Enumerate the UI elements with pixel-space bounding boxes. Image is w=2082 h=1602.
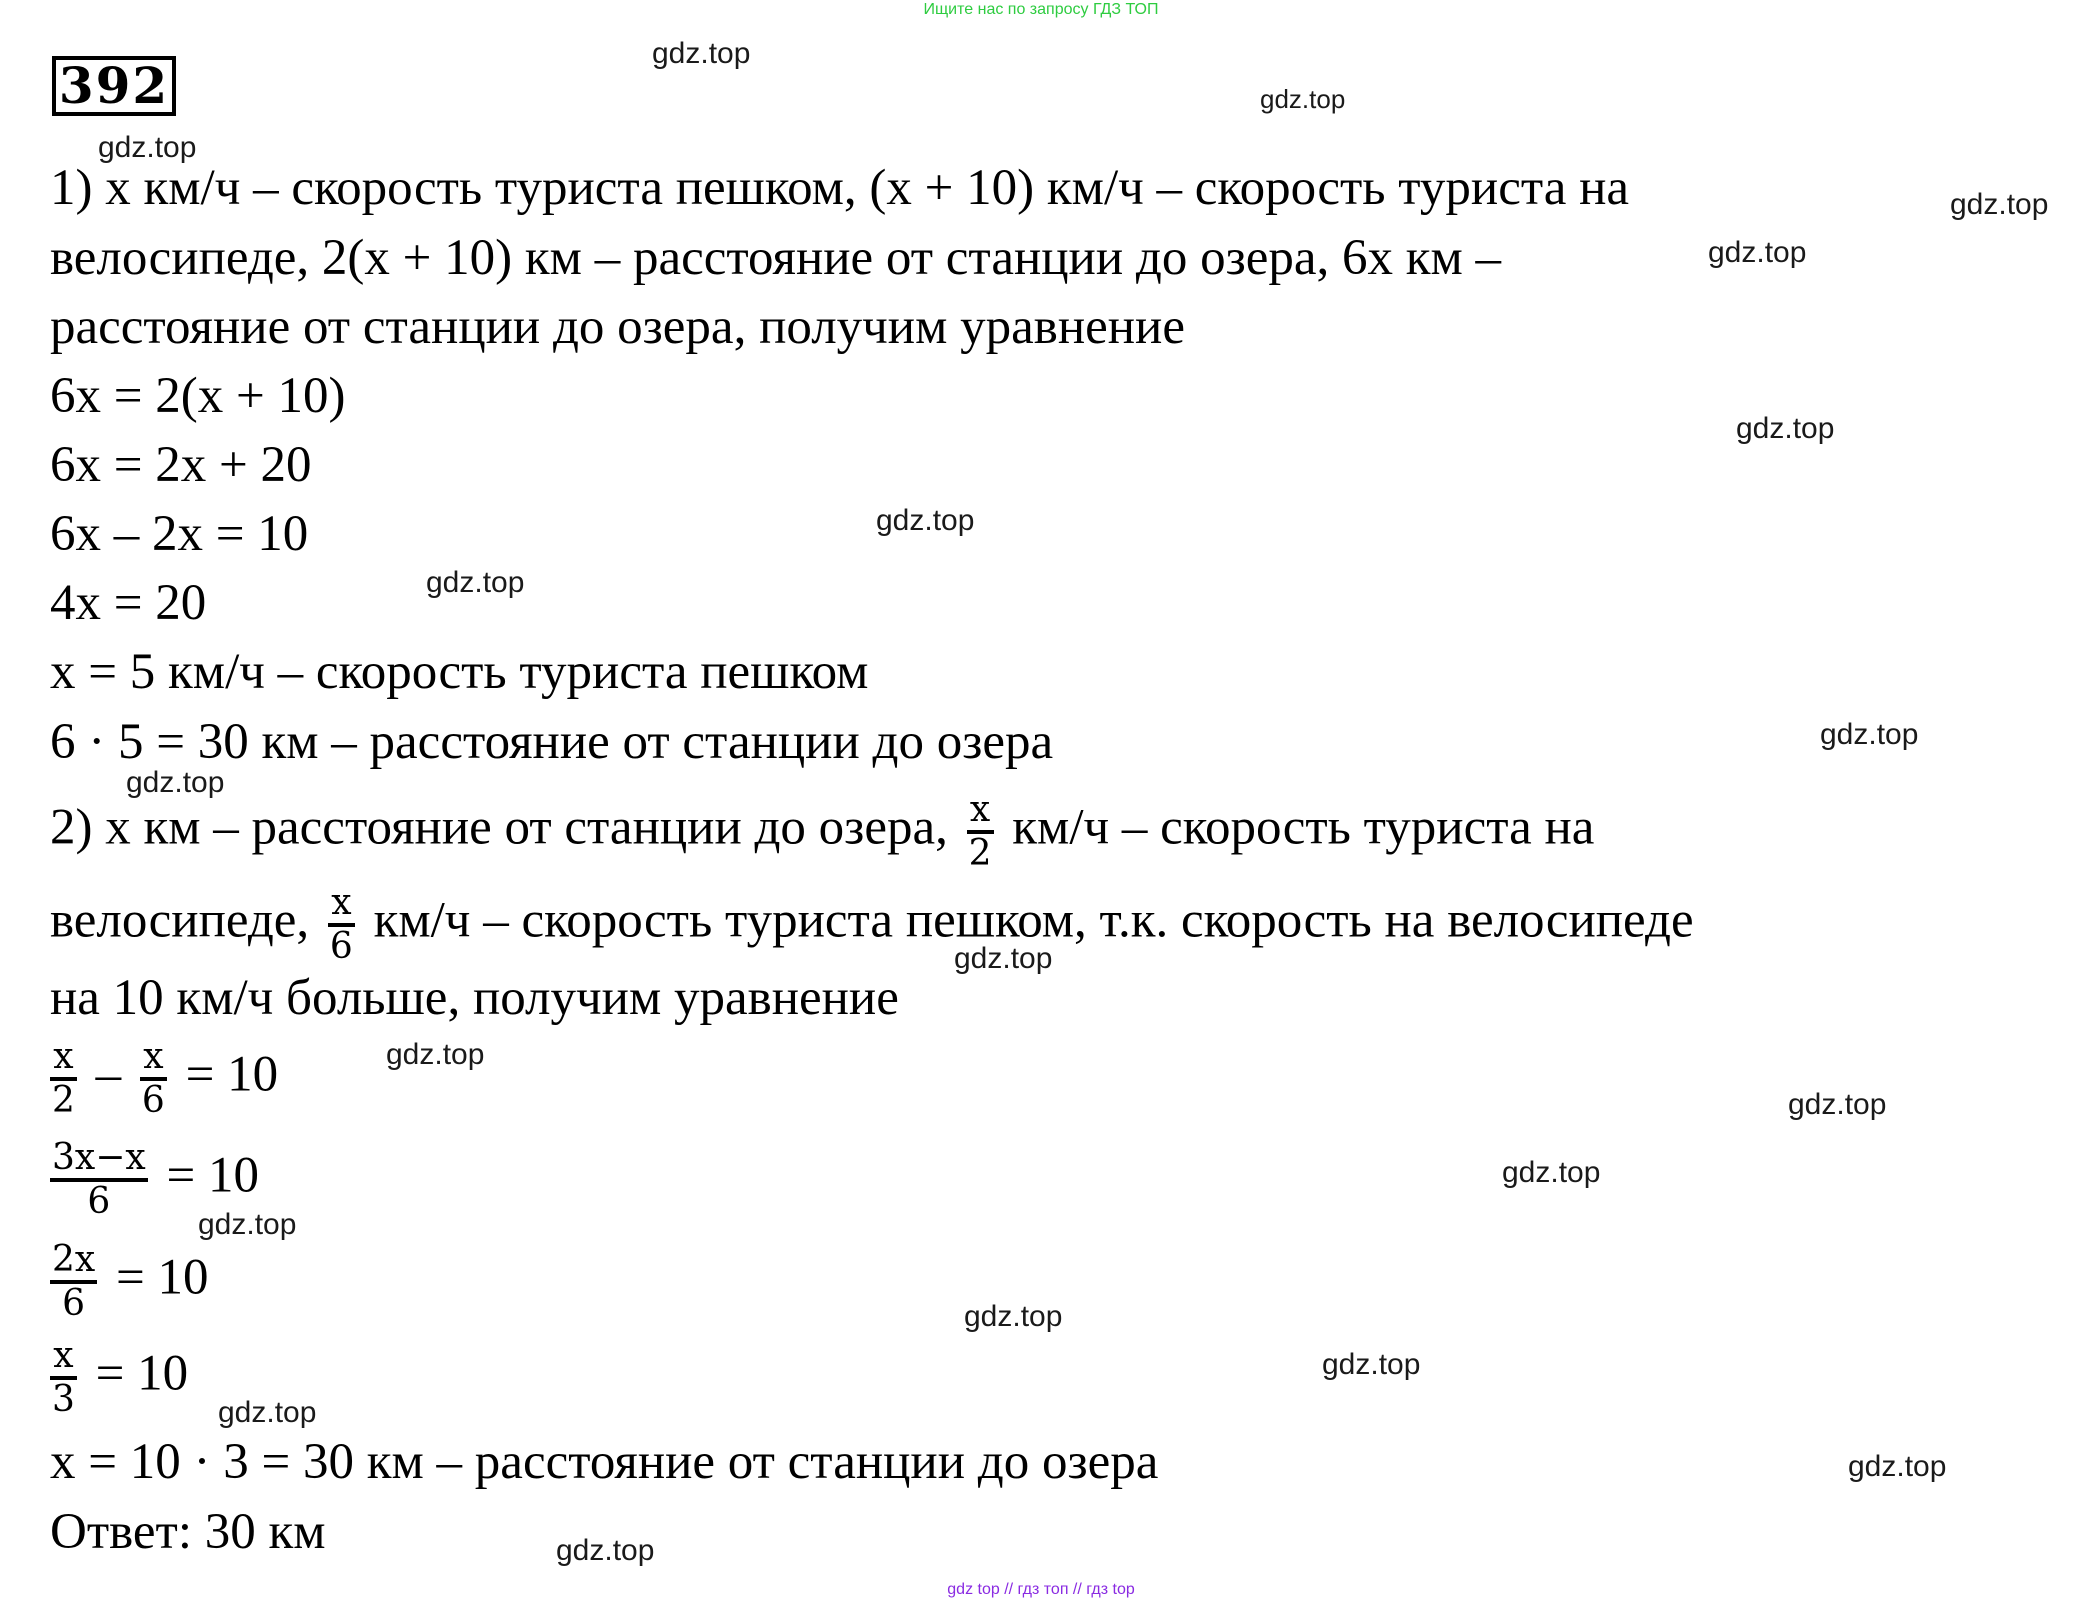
watermark: gdz.top [198,1208,297,1241]
fraction-numerator: 3x−x [50,1138,148,1182]
part2-line2-text-a: велосипеде, [50,892,310,949]
distance-result-1: 6 · 5 = 30 км – расстояние от станции до озера [50,714,1054,770]
top-banner: Ищите нас по запросу ГДЗ ТОП [923,1,1159,18]
fraction-equation-3 [50,1240,208,1324]
watermark: gdz.top [426,566,525,599]
fraction-numerator: 2x [50,1240,97,1284]
part2-line1-text-b: км/ч – скорость туриста на [1012,799,1595,856]
watermark: gdz.top [386,1038,485,1071]
fraction-denominator: 2 [968,833,992,874]
fraction-denominator: 2 [52,1080,75,1121]
fraction-3x-minus-x-over-6 [50,1138,148,1222]
watermark: gdz.top [1322,1348,1421,1381]
fraction-numerator: x [50,1336,77,1380]
watermark: gdz.top [1736,412,1835,445]
fraction-denominator: 3 [52,1379,75,1420]
fraction-numerator: x [140,1037,167,1081]
equation-rhs: = 10 [185,1046,279,1103]
fraction-denominator: 6 [87,1181,111,1222]
watermark: gdz.top [876,504,975,537]
part1-line-3: расстояние от станции до озера, получим уравнение [50,299,1185,355]
watermark: gdz.top [1848,1450,1947,1483]
fraction-equation-4 [50,1336,188,1420]
watermark: gdz.top [1708,236,1807,269]
fraction-numerator: x [328,883,355,927]
equation-rhs: = 10 [95,1345,189,1402]
fraction-x-over-2 [50,1037,77,1121]
watermark: gdz.top [652,37,751,70]
fraction-2x-over-6 [50,1240,97,1324]
watermark: gdz.top [1502,1156,1601,1189]
watermark: gdz.top [1260,84,1346,114]
speed-result: x = 5 км/ч – скорость туриста пешком [50,644,869,700]
distance-result-2: x = 10 · 3 = 30 км – расстояние от станции до озера [50,1434,1159,1490]
watermark: gdz.top [954,942,1053,975]
part2-line1-text-a: 2) x км – расстояние от станции до озера, [50,799,948,856]
watermark: gdz.top [1820,718,1919,751]
equation-line-3: 6x – 2x = 10 [50,506,309,562]
footer-links: gdz top // гдз топ // гдз top [947,1581,1135,1598]
fraction-x-over-2 [967,790,994,874]
fraction-x-over-3 [50,1336,77,1420]
equation-line-4: 4x = 20 [50,575,207,631]
watermark: gdz.top [218,1396,317,1429]
fraction-denominator: 6 [329,926,353,967]
watermark: gdz.top [126,766,225,799]
part2-line-3: на 10 км/ч больше, получим уравнение [50,970,899,1026]
watermark: gdz.top [964,1300,1063,1333]
part2-line-1 [50,790,1594,874]
answer: Ответ: 30 км [50,1504,326,1560]
equation-line-1: 6x = 2(x + 10) [50,368,346,424]
fraction-numerator: x [50,1037,77,1081]
equation-rhs: = 10 [166,1147,259,1204]
problem-number: 392 [52,56,176,116]
watermark: gdz.top [556,1534,655,1567]
fraction-denominator: 6 [141,1080,165,1121]
watermark: gdz.top [98,131,197,164]
fraction-numerator: x [967,790,994,834]
part1-line-2: велосипеде, 2(x + 10) км – расстояние от станции до озера, 6x км – [50,230,1502,286]
watermark: gdz.top [1950,188,2049,221]
fraction-denominator: 6 [62,1283,86,1324]
fraction-x-over-6 [328,883,355,967]
part2-line-2 [50,883,1694,967]
part1-line-1: 1) x км/ч – скорость туриста пешком, (x + 10) км/ч – скорость туриста на [50,160,1630,216]
minus-operator: – [95,1046,122,1103]
equation-rhs: = 10 [115,1249,209,1306]
fraction-x-over-6 [140,1037,167,1121]
equation-line-2: 6x = 2x + 20 [50,437,312,493]
part2-line2-text-b: км/ч – скорость туриста пешком, т.к. скорость на велосипеде [373,892,1694,949]
watermark: gdz.top [1788,1088,1887,1121]
fraction-equation-1 [50,1037,278,1121]
